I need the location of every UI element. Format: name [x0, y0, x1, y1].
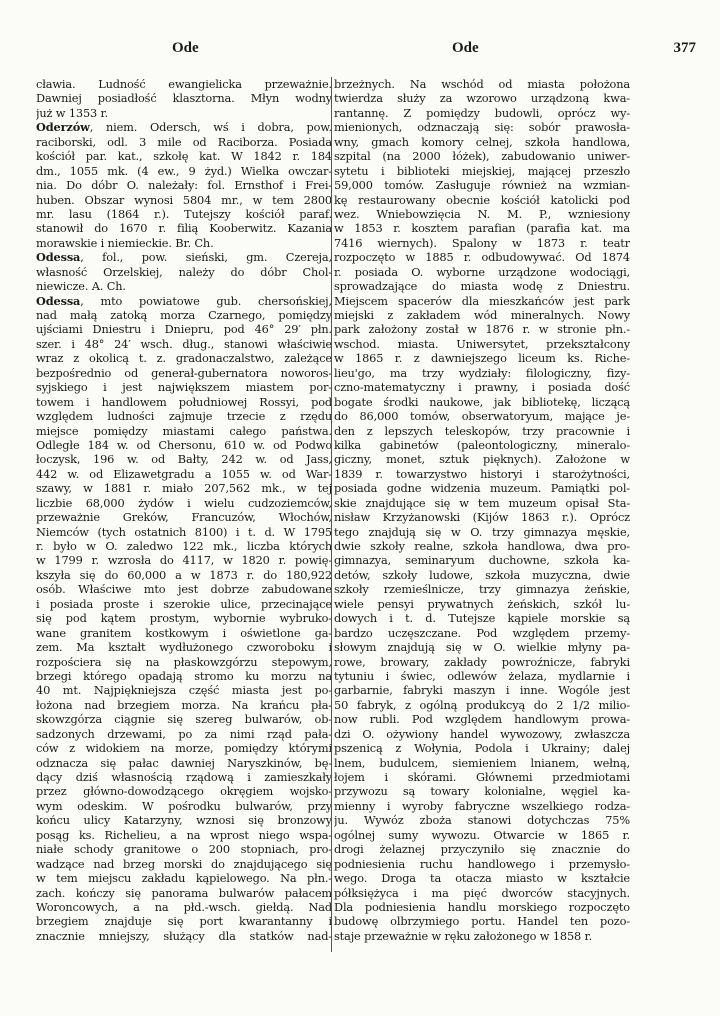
- text-line: w 1799 r. wzrosła do 4117, w 1820 r. powię-: [36, 553, 332, 568]
- text-line: skie znajdujące się w tem muzeum opisał Sta-: [334, 495, 630, 510]
- text-line: półksiężyca i ma pięć dworców stacyjnych.: [334, 885, 630, 900]
- text-line: sprowadzające do miasta wodę z Dniestru.: [334, 279, 630, 294]
- text-line: Woroncowych, a na płd.-wsch. giełdą. Nad: [36, 899, 332, 914]
- text-line: dm., 1055 mk. (4 ew., 9 żyd.) Wielka owczar-: [36, 163, 332, 178]
- text-line: bardzo uczęszczane. Pod względem przemy-: [334, 625, 630, 640]
- text-line: brzeżnych. Na wschód od miasta położona: [334, 77, 630, 91]
- text-line: niałe schody granitowe o 200 stopniach, pro-: [36, 842, 332, 857]
- text-line: miejski z zakładem wód mineralnych. Nowy: [334, 308, 630, 322]
- text-line: dwie szkoły realne, szkoła handlowa, dwa pro-: [334, 539, 630, 553]
- page-number: 377: [673, 40, 696, 56]
- text-line: się pod kątem prostym, wybornie wybruko-: [36, 611, 332, 626]
- text-line: kszyła się do 60,000 a w 1873 r. do 180,922: [36, 567, 332, 582]
- text-line: pszenicą z Wołynia, Podola i Ukrainy; dalej: [334, 741, 630, 756]
- text-line: 50 fabryk, z ogólną produkcyą do 2 1/2 milio-: [334, 697, 630, 712]
- text-line: sytetu i biblioteki miejskiej, mającej przeszło: [334, 163, 630, 178]
- text-line: dący dziś własnością rządową i zamieszkały: [36, 770, 332, 784]
- text-line: tytuniu i świec, odlewów żelaza, mydlarnie i: [334, 668, 630, 683]
- text-line: już w 1353 r.: [36, 105, 109, 120]
- text-line: rantannę. Z pomiędzy budowli, oprócz wy-: [334, 105, 630, 120]
- text-line: przywozu są towary kolonialne, węgiel ka-: [334, 784, 630, 799]
- text-line: 1839 r. towarzystwo historyi i starożytności,: [334, 466, 630, 481]
- text-line: w 1865 r. z dawniejszego liceum ks. Riche-: [334, 351, 630, 366]
- text-line: cławia. Ludność ewangielicka przeważnie.: [36, 77, 332, 91]
- text-line: ujściami Dniestru i Dniepru, pod 46° 29′ płn.: [36, 322, 332, 337]
- text-line: detów, szkoły ludowe, szkoła muzyczna, dwie: [334, 567, 630, 582]
- text-line: sadzonych drzewami, po za nimi rząd pała-: [36, 726, 332, 741]
- text-line: wny, gmach komory celnej, szkoła handlowa,: [334, 134, 630, 149]
- text-line: staje przeważnie w ręku założonego w 1858 r.: [334, 928, 593, 943]
- text-line: towem i handlowem południowej Rossyi, pod: [36, 394, 332, 409]
- text-line: tego znajdują się w O. trzy gimnazya męskie,: [334, 524, 630, 539]
- text-line: przez główno-dowodzącego okręgiem wojsko-: [36, 784, 332, 799]
- text-line: 40 mt. Najpiękniejsza część miasta jest po-: [36, 683, 332, 698]
- text-line: kilka gabinetów (paleontologiczny, mineralo-: [334, 437, 630, 452]
- text-line: kę restaurowany obecnie kościół katolicki pod: [334, 192, 630, 207]
- text-line: wane granitem kostkowym i oświetlone ga-: [36, 625, 332, 640]
- text-line: r. posiada O. wyborne urządzone wodociągi,: [334, 264, 630, 279]
- text-line: lieu'go, ma trzy wydziały: filologiczny, fizy-: [334, 365, 630, 380]
- text-line: mienny i wyroby fabryczne wszelkiego rodza-: [334, 798, 630, 813]
- text-line: gimnazya, seminaryum duchowne, szkoła ka-: [334, 553, 630, 568]
- text-line: w tem miejscu zakładu kąpielowego. Na płn.-: [36, 871, 332, 886]
- text-line: brzegiem znajduje się port kwarantanny i: [36, 914, 332, 929]
- text-line: zach. kończy się panorama bulwarów pałacem: [36, 885, 332, 900]
- text-line: wschod. miasta. Uniwersytet, przekształcony: [334, 336, 630, 351]
- text-line: łojem i skórami. Głównemi przedmiotami: [334, 770, 630, 784]
- entry-headword: Oderzów: [36, 120, 90, 135]
- text-line: stanowił do 1670 r. filią Kooberwitz. Kazania: [36, 221, 332, 236]
- text-line: wego. Droga ta otacza miasto w kształcie: [334, 871, 630, 886]
- text-line: podniesienia ruchu handlowego i przemysło-: [334, 856, 630, 871]
- text-line: bogate środki naukowe, jak bibliotekę, liczącą: [334, 394, 630, 409]
- text-line: odznacza się pałac dawniej Naryszkinów, bę-: [36, 755, 332, 770]
- text-line: znacznie mniejszy, służący dla statków nad-: [36, 928, 332, 943]
- text-line: Miejscem spacerów dla mieszkańców jest park: [334, 293, 630, 308]
- text-line: brzegi którego opadają stromo ku morzu na: [36, 668, 332, 683]
- text-line: wraz z okolicą t. z. gradonaczalstwo, zależące: [36, 351, 332, 366]
- text-line: Niemców (tych ostatnich 8100) i t. d. W 1795: [36, 524, 332, 539]
- text-line: szawy, w 1881 r. miało 207,562 mk., w tej: [36, 481, 332, 496]
- text-line: bezpośrednio od generał-gubernatora noworos-: [36, 365, 332, 380]
- text-line: wadzące nad brzeg morski do znajdującego się: [36, 856, 332, 871]
- text-line: nia. Do dóbr O. należały: fol. Ernsthof i Frei-: [36, 178, 332, 193]
- text-line: zem. Ma kształt wydłużonego czworoboku i: [36, 640, 332, 655]
- text-line: do 86,000 tomów, obserwatoryum, mające je-: [334, 409, 630, 424]
- text-line: słowym znajdują się w O. wielkie młyny pa-: [334, 640, 630, 655]
- text-line: w 1853 r. kosztem parafian (parafia kat. ma: [334, 221, 630, 236]
- text-line: Oderzów, niem. Odersch, wś i dobra, pow.: [36, 120, 332, 135]
- text-line: Odległe 184 w. od Chersonu, 610 w. od Podwo: [36, 437, 332, 452]
- text-line: skowzgórza ciągnie się szereg bulwarów, ob-: [36, 712, 332, 727]
- text-line: miejsce pomiędzy miastami całego państwa.: [36, 423, 332, 438]
- text-line: osób. Właściwe mto jest dobrze zabudowane: [36, 582, 332, 597]
- text-line: park założony został w 1876 r. w stronie płn.-: [334, 322, 630, 337]
- text-line: mr. lasu (1864 r.). Tutejszy kościół paraf.: [36, 206, 332, 221]
- left-text-column: [36, 77, 332, 943]
- text-line: now rubli. Pod względem handlowym prowa-: [334, 712, 630, 727]
- text-line: szkoły rzemieślnicze, trzy gimnazya żeńskie,: [334, 582, 630, 597]
- text-line: 7416 wiernych). Spalony w 1873 r. teatr: [334, 235, 630, 250]
- text-line: łoczysk, 196 w. od Bałty, 242 w. od Jass,: [36, 452, 332, 467]
- text-line: końcu ulicy Katarzyny, wznosi się bronzowy: [36, 813, 332, 828]
- entry-headword: Odessa: [36, 250, 81, 265]
- text-line: drogi żelaznej przyczyniło się znacznie do: [334, 842, 630, 857]
- right-text-column: [331, 77, 630, 952]
- text-line: dzi O. ożywiony handel wywozowy, zwłaszcza: [334, 726, 630, 741]
- text-line: i posiada proste i szerokie ulice, przecinające: [36, 596, 332, 611]
- text-line: Odessa, mto powiatowe gub. chersońskiej,: [36, 293, 332, 308]
- text-line: rozpoczęto w 1885 r. odbudowywać. Od 1874: [334, 250, 630, 265]
- text-line: 59,000 tomów. Zasługuje również na wzmian-: [334, 178, 630, 193]
- text-line: Odessa, fol., pow. sieński, gm. Czereja,: [36, 250, 332, 265]
- text-line: morawskie i niemieckie. Br. Ch.: [36, 235, 214, 250]
- text-line: ju. Wywóz zboża stanowi dotychczas 75%: [334, 813, 630, 828]
- text-line: raciborski, odl. 3 mile od Raciborza. Posiada: [36, 134, 332, 149]
- text-line: dowych i t. d. Tutejsze kąpiele morskie są: [334, 611, 630, 626]
- text-line: własność Orzelskiej, należy do dóbr Chol-: [36, 264, 332, 279]
- text-line: twierdza służy za wzorowo urządzoną kwa-: [334, 91, 630, 106]
- entry-headword: Odessa: [36, 293, 81, 308]
- text-line: budowę olbrzymiego portu. Handel ten pozo-: [334, 914, 630, 929]
- text-line: rozpościera się na płaskowzgórzu stepowym,: [36, 654, 332, 669]
- text-line: wiele pensyi prywatnych żeńskich, szkół lu-: [334, 596, 630, 611]
- text-line: garbarnie, fabryki maszyn i inne. Wogóle jest: [334, 683, 630, 698]
- header-left-guide-word: Ode: [172, 40, 199, 56]
- text-line: przeważnie Greków, Francuzów, Włochów,: [36, 510, 332, 525]
- header-right-guide-word: Ode: [452, 40, 479, 56]
- text-line: syjskiego i jest największem miastem por-: [36, 380, 332, 395]
- text-line: ogólnej sumy wywozu. Otwarcie w 1865 r.: [334, 827, 630, 842]
- text-line: rowe, browary, zakłady powroźnicze, fabryki: [334, 654, 630, 669]
- text-line: huben. Obszar wynosi 5804 mr., w tem 2800: [36, 192, 332, 207]
- running-header: [24, 40, 696, 60]
- text-line: r. było w O. zaledwo 122 mk., liczba których: [36, 539, 332, 553]
- text-line: szer. i 48° 24′ wsch. dług., stanowi właściwie: [36, 336, 332, 351]
- text-line: Dla podniesienia handlu morskiego rozpoczęto: [334, 899, 630, 914]
- text-line: den z lepszych teleskopów, trzy pracownie i: [334, 423, 630, 438]
- text-line: szpital (na 2000 łóżek), zabudowanio uniwer-: [334, 149, 630, 164]
- text-line: ców z widokiem na morze, pomiędzy którymi: [36, 741, 332, 756]
- text-line: nad małą zatoką morza Czarnego, pomiędzy: [36, 308, 332, 322]
- text-line: posiada godne widzenia muzeum. Pamiątki pol-: [334, 481, 630, 496]
- text-line: czno-matematyczny i prawny, i posiada dość: [334, 380, 630, 395]
- text-line: kościół par. kat., szkołę kat. W 1842 r. 184: [36, 149, 332, 164]
- text-line: niewicze. A. Ch.: [36, 279, 126, 294]
- text-line: 442 w. od Elizawetgradu a 1055 w. od War-: [36, 466, 332, 481]
- text-line: względem ludności zajmuje trzecie z rzędu: [36, 409, 332, 424]
- text-line: mienionych, odznaczają się: sobór prawosła-: [334, 120, 630, 135]
- text-line: giczny, monet, sztuk pięknych). Założone w: [334, 452, 630, 467]
- text-line: Dawniej posiadłość klasztorna. Młyn wodny: [36, 91, 332, 106]
- text-line: lnem, budulcem, siemieniem lnianem, wełną,: [334, 755, 630, 770]
- text-line: wez. Wniebowzięcia N. M. P., wzniesiony: [334, 206, 630, 221]
- text-line: liczbie 68,000 żydów i wielu cudzoziemców,: [36, 495, 332, 510]
- text-line: wym odeskim. W pośrodku bulwarów, przy: [36, 798, 332, 813]
- text-line: posąg ks. Richelieu, a na wprost niego wspa-: [36, 827, 332, 842]
- text-line: nisław Krzyżanowski (Kijów 1863 r.). Oprócz: [334, 510, 630, 525]
- text-line: łożona nad brzegiem morza. Na krańcu pła-: [36, 697, 332, 712]
